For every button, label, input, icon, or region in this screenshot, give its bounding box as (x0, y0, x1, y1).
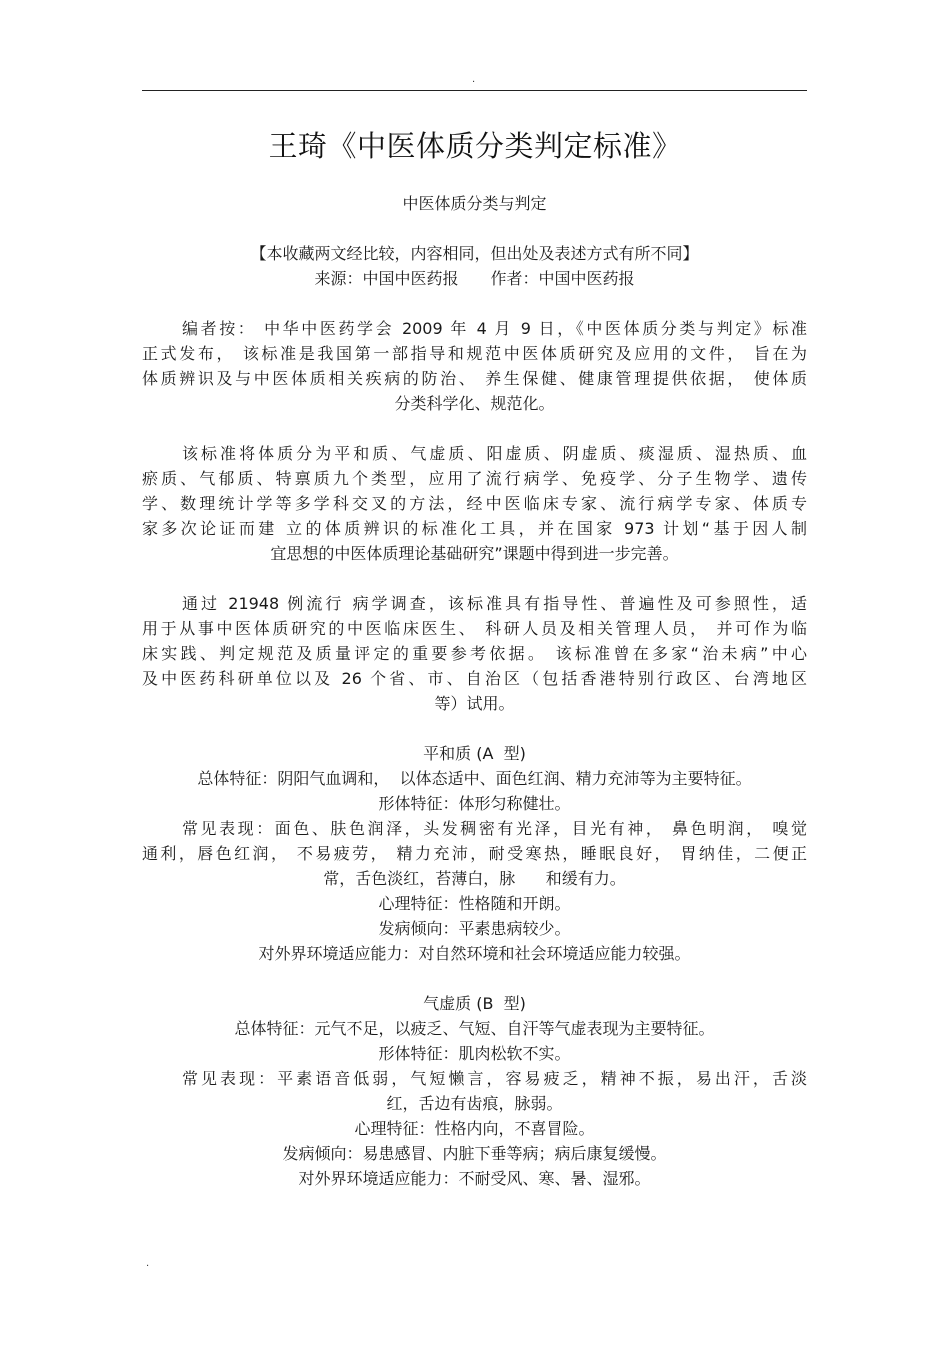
para3-line: 通过 21948 例流行 病学调查，该标准具有指导性、普遍性及可参照性，适 (182, 594, 807, 613)
header-mark: . (472, 74, 476, 85)
intro-line: 正式发布， 该标准是我国第一部指导和规范中医体质研究及应用的文件， 旨在为 (142, 344, 807, 363)
type-a-common-line: 常，舌色淡红，苔薄白，脉 和缓有力。 (323, 869, 626, 888)
type-b-common-line: 红，舌边有齿痕，脉弱。 (386, 1094, 563, 1113)
document-subtitle: 中医体质分类与判定 (402, 194, 547, 213)
intro-line: 编者按： 中华中医药学会 2009 年 4 月 9 日，《中医体质分类与判定》标准 (182, 319, 807, 338)
type-a-common-line: 通利，唇色红润， 不易疲劳， 精力充沛，耐受寒热，睡眠良好， 胃纳佳，二便正 (142, 844, 807, 863)
type-a-tendency: 发病倾向：平素患病较少。 (378, 919, 571, 938)
intro-line: 分类科学化、规范化。 (394, 394, 555, 413)
document-title: 王琦《中医体质分类判定标准》 (268, 129, 682, 163)
type-b-mental: 心理特征：性格内向，不喜冒险。 (354, 1119, 595, 1138)
footer-mark: . (146, 1258, 150, 1269)
type-a-adapt: 对外界环境适应能力：对自然环境和社会环境适应能力较强。 (258, 944, 691, 963)
para2-line: 家多次论证而建 立的体质辨识的标准化工具，并在国家 973 计划“基于因人制 (142, 519, 807, 538)
type-b-shape: 形体特征：肌肉松软不实。 (378, 1044, 571, 1063)
para2-line: 宜思想的中医体质理论基础研究”课题中得到进一步完善。 (270, 544, 679, 563)
para3-line: 等）试用。 (434, 694, 515, 713)
type-a-mental: 心理特征：性格随和开朗。 (378, 894, 571, 913)
type-a-overall: 总体特征：阴阳气血调和， 以体态适中、面色红润、精力充沛等为主要特征。 (197, 769, 752, 788)
type-a-heading: 平和质 (A 型) (423, 744, 526, 763)
para3-line: 及中医药科研单位以及 26 个省、市、自治区（包括香港特别行政区、台湾地区 (142, 669, 807, 688)
header-rule (142, 90, 807, 91)
source-line: 来源：中国中医药报 作者：中国中医药报 (314, 269, 635, 288)
comparison-note: 【本收藏两文经比较，内容相同，但出处及表述方式有所不同】 (250, 244, 699, 263)
type-b-overall: 总体特征：元气不足，以疲乏、气短、自汗等气虚表现为主要特征。 (234, 1019, 715, 1038)
type-b-common-line: 常见表现：平素语音低弱，气短懒言，容易疲乏，精神不振，易出汗，舌淡 (182, 1069, 807, 1088)
type-b-heading: 气虚质 (B 型) (423, 994, 526, 1013)
para3-line: 床实践、判定规范及质量评定的重要参考依据。 该标准曾在多家“治未病”中心 (142, 644, 807, 663)
para2-line: 该标准将体质分为平和质、气虚质、阳虚质、阴虚质、痰湿质、湿热质、血 (182, 444, 807, 463)
type-b-tendency: 发病倾向：易患感冒、内脏下垂等病；病后康复缓慢。 (282, 1144, 667, 1163)
type-a-shape: 形体特征：体形匀称健壮。 (378, 794, 571, 813)
type-a-common-line: 常见表现：面色、肤色润泽，头发稠密有光泽，目光有神， 鼻色明润， 嗅觉 (182, 819, 807, 838)
para3-line: 用于从事中医体质研究的中医临床医生、 科研人员及相关管理人员， 并可作为临 (142, 619, 807, 638)
intro-line: 体质辨识及与中医体质相关疾病的防治、 养生保健、健康管理提供依据， 使体质 (142, 369, 807, 388)
para2-line: 瘀质、气郁质、特禀质九个类型，应用了流行病学、免疫学、分子生物学、遗传 (142, 469, 807, 488)
para2-line: 学、数理统计学等多学科交叉的方法，经中医临床专家、流行病学专家、体质专 (142, 494, 807, 513)
type-b-adapt: 对外界环境适应能力：不耐受风、寒、暑、湿邪。 (298, 1169, 651, 1188)
